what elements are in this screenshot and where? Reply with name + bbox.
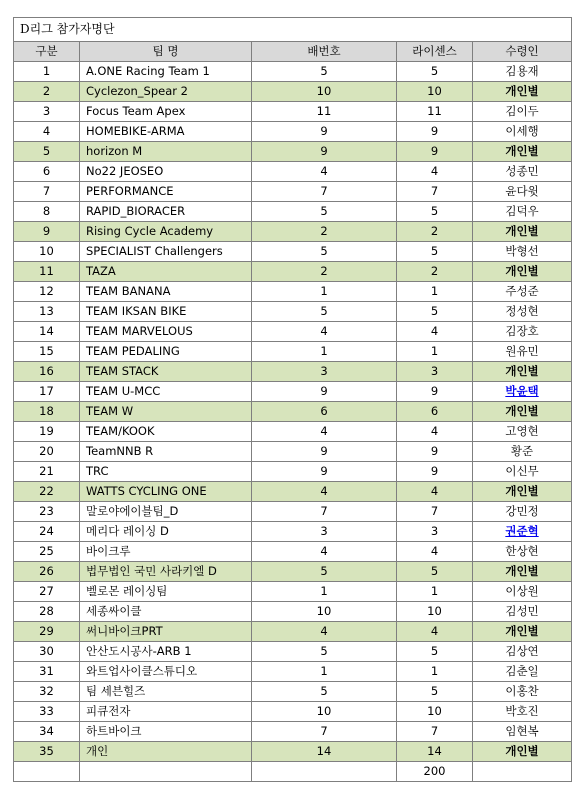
row-team: HOMEBIKE-ARMA (80, 122, 252, 142)
row-license: 1 (397, 342, 473, 362)
total-license: 200 (397, 762, 473, 782)
row-no: 4 (14, 122, 80, 142)
row-license: 3 (397, 522, 473, 542)
row-recipient: 고영현 (473, 422, 572, 442)
row-recipient: 윤다윗 (473, 182, 572, 202)
row-no: 18 (14, 402, 80, 422)
table-row (14, 102, 572, 122)
row-no: 15 (14, 342, 80, 362)
row-bib: 9 (252, 382, 397, 402)
row-license: 4 (397, 422, 473, 442)
row-no: 17 (14, 382, 80, 402)
row-no: 32 (14, 682, 80, 702)
row-license: 5 (397, 242, 473, 262)
row-no: 31 (14, 662, 80, 682)
row-team: TAZA (80, 262, 252, 282)
row-bib: 14 (252, 742, 397, 762)
row-team: TEAM W (80, 402, 252, 422)
title-row (14, 18, 572, 42)
row-team: No22 JEOSEO (80, 162, 252, 182)
row-team: RAPID_BIORACER (80, 202, 252, 222)
row-recipient: 박형선 (473, 242, 572, 262)
row-team: 써니바이크PRT (80, 622, 252, 642)
row-license: 9 (397, 462, 473, 482)
row-no: 10 (14, 242, 80, 262)
row-recipient: 김장호 (473, 322, 572, 342)
row-bib: 7 (252, 722, 397, 742)
table-row (14, 442, 572, 462)
row-bib: 4 (252, 162, 397, 182)
total-no-empty (14, 762, 80, 782)
row-bib: 3 (252, 522, 397, 542)
row-team: Cyclezon_Spear 2 (80, 82, 252, 102)
row-recipient: 임현복 (473, 722, 572, 742)
row-bib: 10 (252, 602, 397, 622)
table-row (14, 362, 572, 382)
row-license: 3 (397, 362, 473, 382)
row-no: 5 (14, 142, 80, 162)
table-row (14, 602, 572, 622)
row-bib: 7 (252, 502, 397, 522)
row-bib: 2 (252, 222, 397, 242)
table-row (14, 242, 572, 262)
row-license: 2 (397, 222, 473, 242)
row-recipient: 이세행 (473, 122, 572, 142)
table-row (14, 122, 572, 142)
row-team: TEAM IKSAN BIKE (80, 302, 252, 322)
row-no: 7 (14, 182, 80, 202)
row-no: 9 (14, 222, 80, 242)
row-no: 3 (14, 102, 80, 122)
table-row (14, 702, 572, 722)
row-no: 23 (14, 502, 80, 522)
row-recipient: 개인별 (473, 262, 572, 282)
row-bib: 9 (252, 122, 397, 142)
row-license: 1 (397, 582, 473, 602)
row-recipient: 황준 (473, 442, 572, 462)
row-recipient: 김성민 (473, 602, 572, 622)
table-row (14, 62, 572, 82)
row-team: 안산도시공사-ARB 1 (80, 642, 252, 662)
recipient-link[interactable]: 박윤택 (505, 384, 539, 398)
row-team: 하트바이크 (80, 722, 252, 742)
row-license: 7 (397, 722, 473, 742)
row-team: 바이크루 (80, 542, 252, 562)
table-row (14, 202, 572, 222)
row-license: 1 (397, 662, 473, 682)
row-no: 19 (14, 422, 80, 442)
table-row (14, 182, 572, 202)
row-recipient: 개인별 (473, 742, 572, 762)
participant-sheet (13, 17, 571, 782)
row-recipient: 성종민 (473, 162, 572, 182)
row-team: Rising Cycle Academy (80, 222, 252, 242)
row-license: 4 (397, 482, 473, 502)
row-bib: 7 (252, 182, 397, 202)
row-no: 34 (14, 722, 80, 742)
row-recipient: 박호진 (473, 702, 572, 722)
table-row (14, 162, 572, 182)
table-row (14, 582, 572, 602)
row-recipient: 개인별 (473, 482, 572, 502)
row-recipient: 김덕우 (473, 202, 572, 222)
row-recipient: 개인별 (473, 142, 572, 162)
table-row (14, 482, 572, 502)
row-no: 21 (14, 462, 80, 482)
header-recipient: 수령인 (473, 42, 572, 62)
row-team: 와트업사이클스튜디오 (80, 662, 252, 682)
row-license: 4 (397, 162, 473, 182)
row-license: 4 (397, 622, 473, 642)
row-license: 10 (397, 602, 473, 622)
row-no: 24 (14, 522, 80, 542)
row-recipient: 이홍찬 (473, 682, 572, 702)
row-license: 11 (397, 102, 473, 122)
row-no: 2 (14, 82, 80, 102)
row-team: TEAM BANANA (80, 282, 252, 302)
row-team: 법무법인 국민 사라키엘 D (80, 562, 252, 582)
row-bib: 4 (252, 322, 397, 342)
row-recipient: 김춘일 (473, 662, 572, 682)
table-row (14, 402, 572, 422)
table-row (14, 682, 572, 702)
row-no: 22 (14, 482, 80, 502)
row-bib: 6 (252, 402, 397, 422)
row-bib: 10 (252, 702, 397, 722)
row-team: 말로야에이블팀_D (80, 502, 252, 522)
row-license: 5 (397, 682, 473, 702)
row-bib: 4 (252, 622, 397, 642)
row-license: 9 (397, 122, 473, 142)
row-license: 6 (397, 402, 473, 422)
row-no: 1 (14, 62, 80, 82)
table-row (14, 262, 572, 282)
row-team: horizon M (80, 142, 252, 162)
header-row (14, 42, 572, 62)
row-no: 30 (14, 642, 80, 662)
row-team: TEAM/KOOK (80, 422, 252, 442)
row-no: 11 (14, 262, 80, 282)
table-row (14, 282, 572, 302)
row-bib: 1 (252, 282, 397, 302)
row-recipient: 원유민 (473, 342, 572, 362)
row-bib: 9 (252, 462, 397, 482)
row-team: TEAM STACK (80, 362, 252, 382)
row-bib: 5 (252, 62, 397, 82)
row-license: 5 (397, 202, 473, 222)
row-team: 피큐전자 (80, 702, 252, 722)
participant-table (13, 17, 572, 782)
row-bib: 2 (252, 262, 397, 282)
row-bib: 3 (252, 362, 397, 382)
sheet-title: D리그 참가자명단 (14, 18, 572, 42)
row-bib: 4 (252, 482, 397, 502)
row-bib: 5 (252, 562, 397, 582)
row-license: 2 (397, 262, 473, 282)
table-row (14, 382, 572, 402)
table-row (14, 422, 572, 442)
row-recipient: 정성현 (473, 302, 572, 322)
row-bib: 4 (252, 422, 397, 442)
row-recipient: 주성준 (473, 282, 572, 302)
row-no: 6 (14, 162, 80, 182)
row-team: TeamNNB R (80, 442, 252, 462)
row-no: 13 (14, 302, 80, 322)
row-recipient: 개인별 (473, 402, 572, 422)
row-license: 7 (397, 502, 473, 522)
header-license: 라이센스 (397, 42, 473, 62)
table-row (14, 642, 572, 662)
row-team: WATTS CYCLING ONE (80, 482, 252, 502)
header-team: 팀 명 (80, 42, 252, 62)
row-recipient: 개인별 (473, 362, 572, 382)
row-recipient: 김용재 (473, 62, 572, 82)
row-team: 벨로몬 레이싱팀 (80, 582, 252, 602)
row-recipient: 한상현 (473, 542, 572, 562)
table-row (14, 142, 572, 162)
row-no: 12 (14, 282, 80, 302)
table-row (14, 662, 572, 682)
row-recipient: 개인별 (473, 622, 572, 642)
row-license: 4 (397, 322, 473, 342)
row-recipient: 강민정 (473, 502, 572, 522)
row-no: 35 (14, 742, 80, 762)
row-bib: 10 (252, 82, 397, 102)
row-recipient: 개인별 (473, 222, 572, 242)
table-row (14, 82, 572, 102)
row-recipient[interactable] (473, 522, 572, 542)
row-no: 14 (14, 322, 80, 342)
row-recipient: 이상원 (473, 582, 572, 602)
header-bib: 배번호 (252, 42, 397, 62)
row-license: 14 (397, 742, 473, 762)
table-row (14, 322, 572, 342)
row-bib: 4 (252, 542, 397, 562)
row-team: 개인 (80, 742, 252, 762)
row-no: 25 (14, 542, 80, 562)
row-license: 7 (397, 182, 473, 202)
row-no: 29 (14, 622, 80, 642)
total-row (14, 762, 572, 782)
row-license: 9 (397, 142, 473, 162)
table-row (14, 522, 572, 542)
table-row (14, 622, 572, 642)
table-row (14, 342, 572, 362)
row-no: 8 (14, 202, 80, 222)
row-recipient: 개인별 (473, 562, 572, 582)
row-license: 9 (397, 442, 473, 462)
total-team-empty (80, 762, 252, 782)
row-team: PERFORMANCE (80, 182, 252, 202)
row-license: 5 (397, 562, 473, 582)
row-bib: 5 (252, 302, 397, 322)
row-no: 28 (14, 602, 80, 622)
row-license: 1 (397, 282, 473, 302)
table-row (14, 222, 572, 242)
row-bib: 9 (252, 442, 397, 462)
row-bib: 9 (252, 142, 397, 162)
row-license: 4 (397, 542, 473, 562)
row-recipient: 김상연 (473, 642, 572, 662)
participant-table-body (14, 18, 572, 782)
row-no: 33 (14, 702, 80, 722)
table-row (14, 462, 572, 482)
row-team: TEAM PEDALING (80, 342, 252, 362)
row-license: 10 (397, 82, 473, 102)
row-bib: 5 (252, 202, 397, 222)
total-bib-empty (252, 762, 397, 782)
recipient-link[interactable]: 권준혁 (505, 524, 539, 538)
table-row (14, 722, 572, 742)
row-recipient: 개인별 (473, 82, 572, 102)
row-team: 세종싸이클 (80, 602, 252, 622)
table-row (14, 502, 572, 522)
row-bib: 1 (252, 662, 397, 682)
total-recipient-empty (473, 762, 572, 782)
row-team: 팀 세븐힐즈 (80, 682, 252, 702)
table-row (14, 742, 572, 762)
row-bib: 5 (252, 682, 397, 702)
row-team: TEAM MARVELOUS (80, 322, 252, 342)
row-bib: 1 (252, 342, 397, 362)
row-no: 26 (14, 562, 80, 582)
row-recipient: 이신무 (473, 462, 572, 482)
row-team: SPECIALIST Challengers (80, 242, 252, 262)
row-team: 메리다 레이싱 D (80, 522, 252, 542)
row-no: 16 (14, 362, 80, 382)
row-license: 5 (397, 62, 473, 82)
row-bib: 5 (252, 242, 397, 262)
row-no: 27 (14, 582, 80, 602)
row-license: 9 (397, 382, 473, 402)
row-license: 5 (397, 642, 473, 662)
table-row (14, 542, 572, 562)
row-recipient: 김이두 (473, 102, 572, 122)
row-team: A.ONE Racing Team 1 (80, 62, 252, 82)
table-row (14, 302, 572, 322)
table-row (14, 562, 572, 582)
row-team: TRC (80, 462, 252, 482)
row-bib: 1 (252, 582, 397, 602)
row-license: 10 (397, 702, 473, 722)
row-bib: 5 (252, 642, 397, 662)
header-no: 구분 (14, 42, 80, 62)
row-bib: 11 (252, 102, 397, 122)
row-no: 20 (14, 442, 80, 462)
row-recipient[interactable] (473, 382, 572, 402)
row-team: Focus Team Apex (80, 102, 252, 122)
row-license: 5 (397, 302, 473, 322)
row-team: TEAM U-MCC (80, 382, 252, 402)
